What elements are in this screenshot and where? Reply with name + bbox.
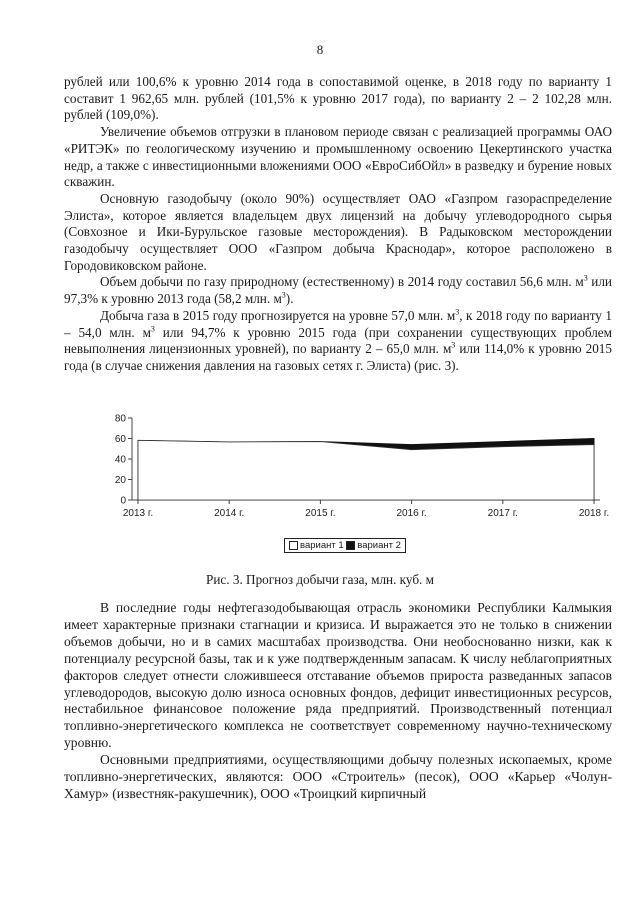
superscript: 3: [451, 340, 456, 350]
series-variant-1-area: [138, 440, 594, 500]
text-fragment: Добыча газа в 2015 году прогнозируется на уровне 57,0 млн. м: [100, 307, 456, 323]
gas-forecast-chart: [112, 410, 612, 560]
paragraph-gas-forecast: [64, 308, 612, 375]
x-tick-label: 2013 г.: [122, 508, 154, 519]
paragraph-shipments: Увеличение объемов отгрузки в плановом периоде связан с реализацией программы ОАО «РИТЭК» по геологическому изучению и промышленному освоению Цекертинского участка недр, а также с инвестиционными вложениями ООО «ЕвроСибОйл» в разведку и бурение новых скважин.: [64, 124, 612, 190]
legend-swatch-variant-2: [346, 541, 355, 550]
figure-caption: Рис. 3. Прогноз добычи газа, млн. куб. м: [206, 572, 434, 587]
text-fragment: или 114,0% к уровню 2015 года (в случае снижения давления на газовых сетях г. Элиста) (рис. 3).: [64, 341, 612, 373]
page-number: 8: [316, 42, 324, 57]
superscript: 3: [281, 290, 286, 300]
x-tick-label: 2018 г.: [578, 508, 610, 519]
x-tick-label: 2014 г.: [214, 508, 245, 519]
superscript: 3: [583, 274, 588, 284]
legend-label-variant-2: вариант 2: [357, 540, 401, 551]
paragraph-industry-crisis: В последние годы нефтегазодобывающая отрасль экономики Республики Калмыкия имеет характерные признаки стагнации и кризиса. И выражается это не только в снижении объемов добычи, но и в самих масштабах производства. Они необоснованно низки, как к потенциалу ресурсной базы, так и к уже подтвержденным запасам. К числу неблагоприятных факторов следует отнести сложившееся отставание объемов прироста разведанных запасов углеводородов, высокую долю износа основных фондов, дефицит инвестиционных ресурсов, нестабильное финансовое положение ряда предприятий. Производственный потенциал топливно-энергетического комплекса не соответствует современному научно-техническому уровню.: [64, 600, 612, 751]
y-tick-label: 80: [114, 413, 126, 425]
y-tick-label: 20: [114, 475, 126, 486]
text-fragment: , к 2018 году по варианту 1 – 54,0 млн. м: [64, 307, 613, 340]
y-tick-label: 0: [120, 495, 126, 507]
text-fragment: или 94,7% к уровню 2015 года (при сохранении существующих проблем невыполнения лицензионных уровней), по варианту 2 – 65,0 млн. м: [64, 324, 612, 357]
paragraph-gas-producers: Основную газодобычу (около 90%) осуществляет ОАО «Газпром газораспределение Элиста», которое является владельцем двух лицензий на добычу углеводородного сырья (Совхозное и Ики-Бурульское газовые месторождения). В Радыковском месторождении газодобычу осуществляет ООО «Газпром добыча Краснодар», которое расположено в Городовиковском районе.: [64, 190, 612, 273]
paragraph-gas-volume-2014: [64, 274, 612, 307]
top-text-block: [64, 74, 612, 375]
x-tick-label: 2017 г.: [487, 508, 518, 519]
y-tick-label: 60: [114, 434, 126, 445]
x-tick-label: 2016 г.: [396, 508, 427, 519]
paragraph-continuation: рублей или 100,6% к уровню 2014 года в сопоставимой оценке, в 2018 году по варианту 1 составит 1 962,65 млн. рублей (101,5% к уровню 2017 года), по варианту 2 – 2 102,28 млн. рублей (109,0%).: [64, 74, 612, 123]
chart-plot: [112, 410, 612, 535]
text-fragment: или 97,3% к уровню 2013 года (58,2 млн. м: [64, 274, 612, 307]
bottom-text-block: [64, 600, 612, 803]
x-tick-label: 2015 г.: [305, 508, 336, 519]
legend-label-variant-1: вариант 1: [300, 540, 344, 551]
superscript: 3: [455, 307, 460, 317]
chart-legend: [284, 538, 406, 553]
text-fragment: Объем добычи по газу природному (естественному) в 2014 году составил 56,6 млн. м: [100, 274, 584, 290]
legend-swatch-variant-1: [289, 541, 298, 550]
paragraph-mining-companies: Основными предприятиями, осуществляющими добычу полезных ископаемых, кроме топливно-энергетических, являются: ООО «Строитель» (песок), ООО «Карьер «Чолун-Хамур» (известняк-ракушечник), ООО «Троицкий кирпичный: [64, 752, 612, 801]
text-fragment: ).: [285, 291, 294, 307]
superscript: 3: [150, 324, 155, 334]
y-tick-label: 40: [114, 454, 126, 466]
